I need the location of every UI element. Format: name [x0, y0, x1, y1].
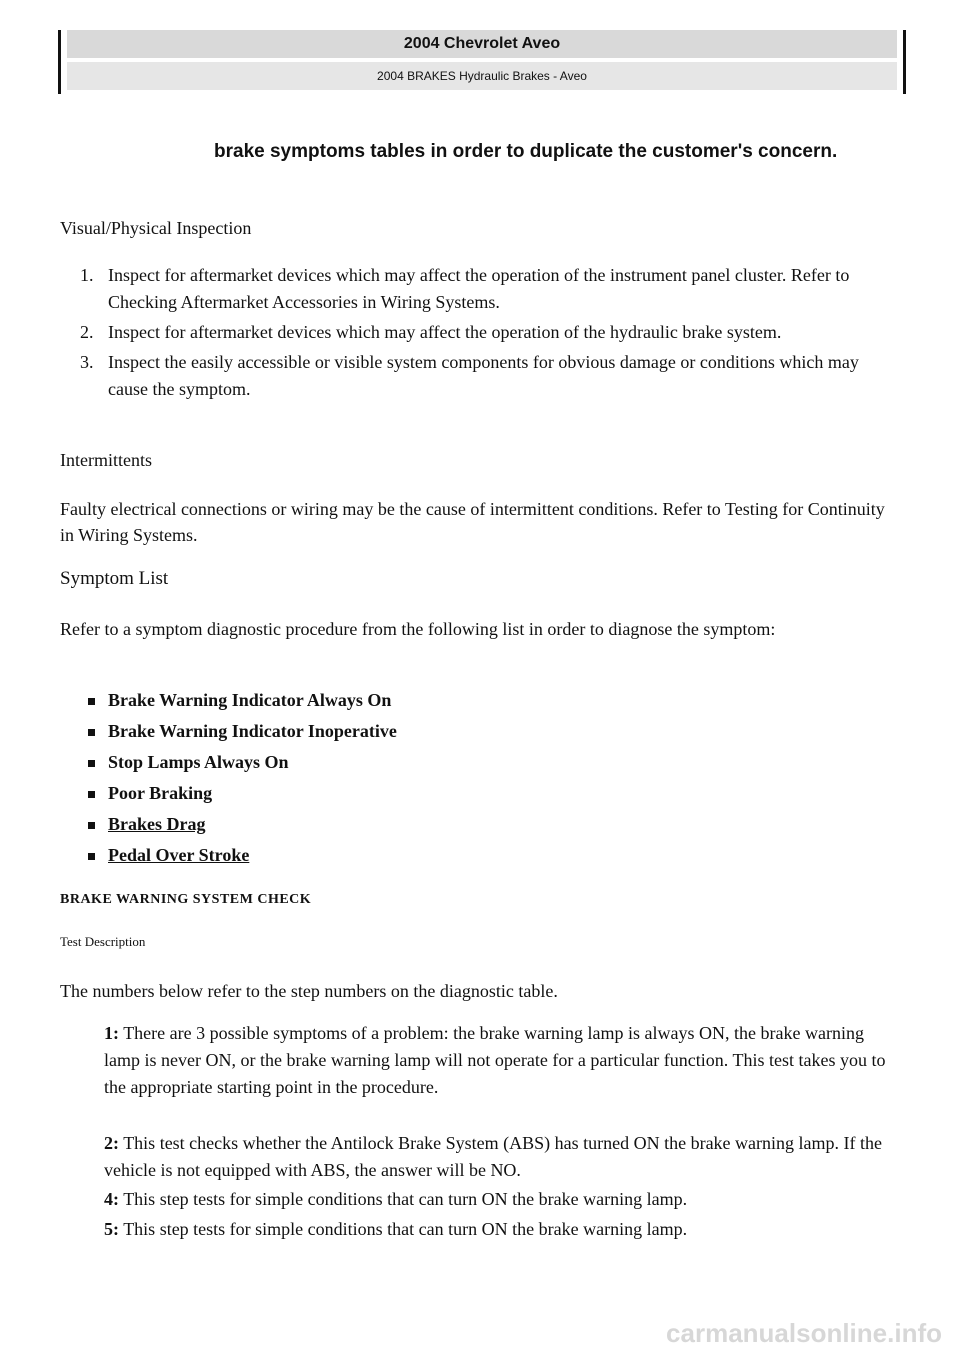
- bullet-icon: [88, 729, 95, 736]
- step-text: There are 3 possible symptoms of a problem: the brake warning lamp is always ON, the brake warning lamp is never ON, or the brake warning lamp will not operate for a particular function. This test takes you to the appropriate starting point in the procedure.: [104, 1023, 886, 1097]
- pedal-over-stroke-link[interactable]: Pedal Over Stroke: [108, 845, 250, 865]
- test-description-intro: The numbers below refer to the step numbers on the diagnostic table.: [60, 981, 558, 1001]
- visual-inspection-heading: Visual/Physical Inspection: [60, 218, 252, 238]
- step-text: This test checks whether the Antilock Brake System (ABS) has turned ON the brake warning lamp. If the vehicle is not equipped with ABS, the answer will be NO.: [104, 1133, 882, 1180]
- symptom-label: Stop Lamps Always On: [108, 752, 289, 772]
- step-description: [104, 1186, 900, 1213]
- step-text: This step tests for simple conditions that can turn ON the brake warning lamp.: [123, 1189, 688, 1209]
- brakes-drag-link[interactable]: Brakes Drag: [108, 814, 206, 834]
- symptom-list-intro: Refer to a symptom diagnostic procedure from the following list in order to diagnose the symptom:: [60, 619, 776, 639]
- test-description-heading: Test Description: [60, 934, 146, 949]
- section-title: BRAKE WARNING SYSTEM CHECK: [60, 892, 312, 907]
- symptom-list: [60, 686, 760, 872]
- document-subtitle: 2004 BRAKES Hydraulic Brakes - Aveo: [67, 62, 897, 90]
- list-item: [60, 717, 760, 748]
- list-item: [60, 841, 760, 872]
- document-title: 2004 Chevrolet Aveo: [67, 30, 897, 58]
- list-item-number: 1.: [80, 265, 94, 285]
- intermittents-heading: Intermittents: [60, 450, 152, 470]
- list-item: [60, 810, 760, 841]
- symptom-label: Brake Warning Indicator Inoperative: [108, 721, 397, 741]
- symptom-list-heading: Symptom List: [60, 568, 169, 589]
- inspection-list: [60, 262, 900, 406]
- step-number: 5:: [104, 1219, 119, 1239]
- list-item: [60, 262, 900, 316]
- step-number: 4:: [104, 1189, 119, 1209]
- list-item-text: Inspect for aftermarket devices which may affect the operation of the instrument panel cluster. Refer to Checking Aftermarket Accessories in Wiring Systems.: [108, 265, 850, 312]
- step-description: [104, 1020, 900, 1101]
- bullet-icon: [88, 698, 95, 705]
- step-description: [104, 1130, 900, 1184]
- list-item-text: Inspect for aftermarket devices which may affect the operation of the hydraulic brake system.: [108, 322, 782, 342]
- intermittents-text: Faulty electrical connections or wiring may be the cause of intermittent conditions. Refer to Testing for Continuity in Wiring Systems.: [60, 499, 885, 545]
- note-text: brake symptoms tables in order to duplicate the customer's concern.: [214, 141, 838, 162]
- list-item: [60, 686, 760, 717]
- symptom-label: Brake Warning Indicator Always On: [108, 690, 392, 710]
- step-description: [104, 1216, 900, 1243]
- bullet-icon: [88, 791, 95, 798]
- symptom-label: Poor Braking: [108, 783, 213, 803]
- watermark: carmanualsonline.info: [666, 1318, 942, 1348]
- step-number: 1:: [104, 1023, 119, 1043]
- list-item-number: 3.: [80, 352, 94, 372]
- bullet-icon: [88, 822, 95, 829]
- step-number: 2:: [104, 1133, 119, 1153]
- bullet-icon: [88, 853, 95, 860]
- list-item: [60, 319, 900, 346]
- list-item: [60, 349, 900, 403]
- list-item: [60, 748, 760, 779]
- list-item-number: 2.: [80, 322, 94, 342]
- bullet-icon: [88, 760, 95, 767]
- document-header: [58, 30, 906, 94]
- list-item: [60, 779, 760, 810]
- step-text: This step tests for simple conditions that can turn ON the brake warning lamp.: [123, 1219, 688, 1239]
- list-item-text: Inspect the easily accessible or visible system components for obvious damage or conditions which may cause the symptom.: [108, 352, 859, 399]
